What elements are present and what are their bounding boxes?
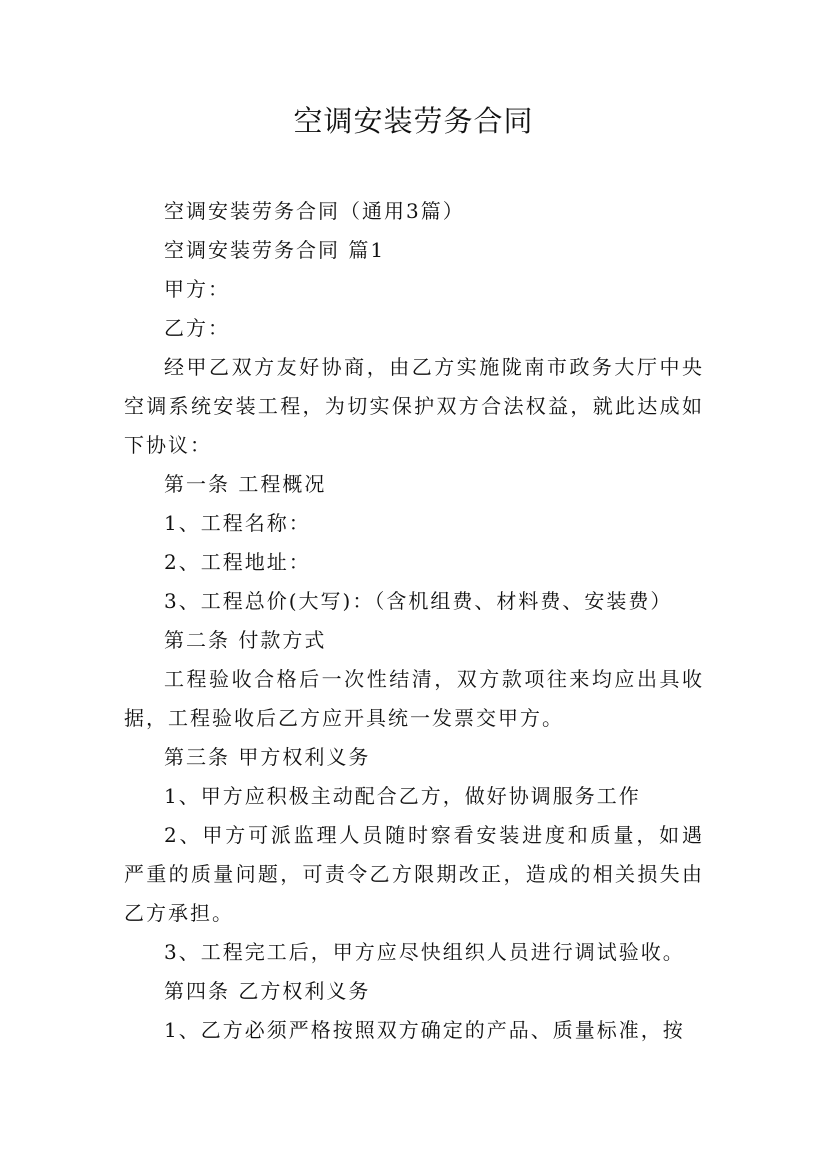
clause-line: 1、甲方应积极主动配合乙方，做好协调服务工作 <box>164 784 641 808</box>
clause-line: 2、甲方可派监理人员随时察看安装进度和质量，如遇严重的质量问题，可责令乙方限期改正，造成的相关损失由乙方承担。 <box>124 823 704 925</box>
document-title: 空调安装劳务合同 <box>293 104 534 138</box>
section-heading: 空调安装劳务合同 篇1 <box>164 238 386 262</box>
article-heading: 第四条 乙方权利义务 <box>164 979 371 1003</box>
party-a-line: 甲方： <box>164 277 230 301</box>
clause-line: 3、工程总价(大写)：（含机组费、材料费、安装费） <box>164 589 673 613</box>
clause-line: 1、工程名称： <box>164 511 311 535</box>
article-heading: 第一条 工程概况 <box>164 472 327 496</box>
clause-line: 1、乙方必须严格按照双方确定的产品、质量标准，按 <box>164 1018 685 1042</box>
doc-subtitle: 空调安装劳务合同（通用3篇） <box>164 199 465 223</box>
intro-paragraph: 经甲乙双方友好协商，由乙方实施陇南市政务大厅中央空调系统安装工程，为切实保护双方合法权益，就此达成如下协议： <box>124 355 704 457</box>
clause-line: 3、工程完工后，甲方应尽快组织人员进行调试验收。 <box>164 940 685 964</box>
document-body <box>124 192 704 1050</box>
body-paragraph: 工程验收合格后一次性结清，双方款项往来均应出具收据，工程验收后乙方应开具统一发票交甲方。 <box>124 667 704 730</box>
article-heading: 第二条 付款方式 <box>164 628 327 652</box>
party-b-line: 乙方： <box>164 316 230 340</box>
clause-line: 2、工程地址： <box>164 550 311 574</box>
article-heading: 第三条 甲方权利义务 <box>164 745 371 769</box>
